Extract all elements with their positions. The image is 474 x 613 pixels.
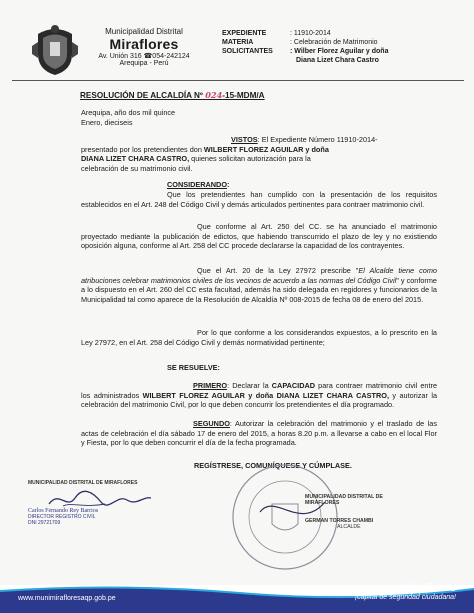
primero-section [81,381,437,410]
meta-label: SOLICITANTES [222,48,273,55]
vistos-label: VISTOS [231,135,258,144]
considerando-4: Por lo que conforme a los considerandos expuestos, a lo prescrito en la Ley 27972, en el Art. 258 del Código Civil y demás normatividad pertinente; [81,328,437,347]
c3-quote: El Alcalde tiene como atribuciones celebrar matrimonios civiles de los vecinos de acuerdo a las normas del Código Civil [81,266,437,285]
se-resuelve [81,363,437,373]
left-signer-name: Carlos Fernando Rey Barrios [28,508,99,514]
considerando-2: Que conforme al Art. 250 del CC. se ha anunciado el matrimonio proyectado mediante la publicación de edictos, que habiendo transcurrido el plazo de ley y no existiendo oposición alguna, conforme al Art. 258 del CC procede declararse la capacidad de los contrayentes. [81,222,437,251]
vistos-section [81,135,437,173]
meta-row-materia [222,39,388,48]
place-date-line1: Arequipa, año dos mil quince [81,108,176,117]
footer-bar [0,582,474,613]
c3-part-c: " y conforme a lo dispuesto en el Art. 260 del CC esta facultad, además ha sido delegada en regidores y funcionarios de la Municipalidad tal como aparece de la Resolución de Alcaldía Nº 008-2015 de fecha 08 de enero del 2015. [81,275,437,304]
vistos-text3: quienes solicitan autorización para la [191,154,311,164]
meta-value: : Celebración de Matrimonio [290,39,378,46]
meta-label: MATERIA [222,39,254,46]
left-signer-role: DIRECTOR REGISTRO CIVIL [28,514,96,520]
resolution-title [80,90,265,100]
primero-names: WILBERT FLOREZ AGUILAR y doña DIANA LIZET CHARA CASTRO, [142,390,389,400]
meta-value: : 11910-2014 [290,30,331,37]
footer-brand [355,582,456,601]
name1: WILBERT FLOREZ AGUILAR y doña [203,144,329,154]
right-signer-name: GERMAN TORRES CHAMBI [305,518,374,524]
se-resuelve-label: SE RESUELVE: [167,363,220,372]
name2: DIANA LIZET CHARA CASTRO, [81,154,190,164]
segundo-section [81,419,437,448]
address-line2: Arequipa - Perú [119,60,169,67]
right-signer-role: ALCALDE [337,524,361,530]
header-divider [12,80,464,81]
right-stamp-ring: MUNICIPALIDAD DISTRITAL DE MIRAFLORES [305,494,383,506]
footer-brand-name: Miraflores [403,582,456,594]
vistos-text2: presentado por los pretendientes don [81,144,202,154]
considerando-label-block: CONSIDERANDO: [81,180,437,190]
title-number: 024 [205,90,223,100]
title-suffix: -15-MDM/A [222,91,265,100]
closing-text: REGÍSTRESE, COMUNÍQUESE Y CÚMPLASE. [194,461,352,470]
address-line1: Av. Unión 316 ☎054-242124 [98,53,190,60]
considerando-label: CONSIDERANDO [167,180,227,189]
c3-part-a: Que el Art. 20 de la Ley 27972 prescribe " [197,266,359,275]
meta-value-2: Diana Lizet Chara Castro [296,57,379,64]
meta-row-solicitantes [222,48,388,57]
place-date-line2: Enero, dieciseis [81,117,133,127]
considerando-3 [81,266,437,304]
expediente-meta [222,30,388,66]
meta-value: : Wilber Florez Aguilar y doña [290,48,389,55]
place-date [81,108,437,127]
municipality-block [84,27,204,67]
primero-capacidad: CAPACIDAD [271,381,316,390]
meta-row-solicitantes-2 [222,57,388,66]
left-signature-icon [45,488,155,512]
segundo-text: : Autorizar la celebración del matrimonio y el traslado de las actas de celebración el día sábado 17 de enero del 2015, a horas 8.20 p.m. a llevarse a cabo en el local Flor y Fiesta, por lo que deben concurrir el día de la fecha programada. [81,419,437,448]
segundo-label: SEGUNDO [193,419,230,428]
municipal-crest-icon [30,24,80,76]
right-signature-block [305,494,415,530]
municipality-line1: Municipalidad Distrital [105,27,183,36]
municipality-name: Miraflores [109,36,179,52]
left-signer-id: DNI 29721709 [28,520,61,526]
vistos-text4: celebración de su matrimonio civil. [81,163,193,173]
footer-tagline: ¡capital de seguridad ciudadana! [354,594,456,601]
primero-label: PRIMERO [193,381,228,390]
considerando-1: Que los pretendientes han cumplido con la presentación de los requisitos establecidos en el Art. 248 del Código Civil y demás articulados pertinentes para contraer matrimonio civil. [81,190,437,209]
primero-text-c: y autorizar la celebración del matrimonio Civil, por lo que deben concurrir los pretendientes el día programado. [81,390,437,410]
primero-text-a: : Declarar la [227,381,272,390]
vistos-text1: : El Expediente Número 11910-2014- [257,135,378,144]
meta-label: EXPEDIENTE [222,30,267,37]
left-stamp-line1: MUNICIPALIDAD DISTRITAL DE MIRAFLORES [28,480,138,486]
meta-row-expediente [222,30,388,39]
primero-text-b: para contraer matrimonio civil entre los administrados [81,381,437,400]
title-prefix: RESOLUCIÓN DE ALCALDÍA Nº [80,91,203,100]
footer-url[interactable]: www.munimirafloresaqp.gob.pe [18,595,116,602]
